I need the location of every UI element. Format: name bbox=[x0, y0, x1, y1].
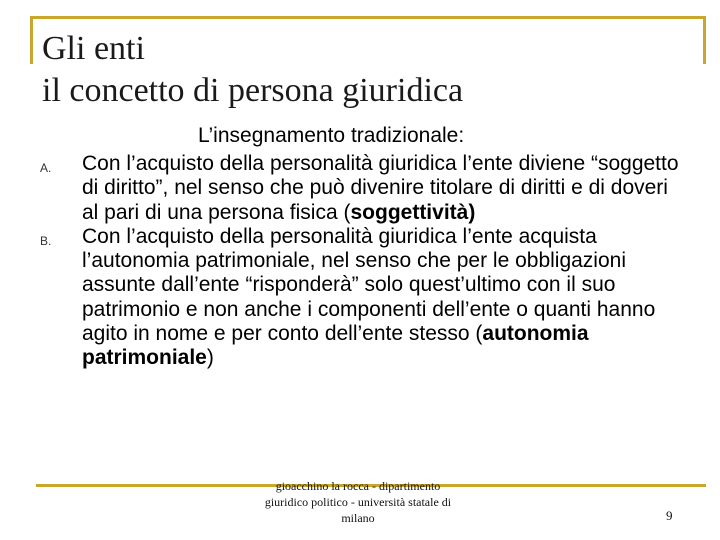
item-text-tail: ) bbox=[206, 346, 214, 370]
footer-text: gioacchino la rocca - dipartimento giuridico politico - università statale di milano bbox=[264, 479, 452, 525]
title-line-1: Gli enti bbox=[42, 30, 145, 67]
list-item-b bbox=[40, 225, 690, 371]
list-item-text bbox=[82, 152, 682, 225]
list-item-text bbox=[82, 225, 682, 371]
bullet-list bbox=[40, 152, 690, 371]
page-number: 9 bbox=[666, 508, 673, 523]
title-line-2: il concetto di persona giuridica bbox=[42, 72, 464, 109]
item-text-plain: Con l’acquisto della personalità giuridica l’ente diviene “soggetto di diritto”, nel senso che può divenire titolare di diritti e di doveri al pari di una persona fisica ( bbox=[82, 152, 679, 224]
list-item-a bbox=[40, 152, 690, 225]
slide-title bbox=[42, 28, 463, 112]
frame-left-line bbox=[30, 16, 33, 64]
item-text-plain: Con l’acquisto della personalità giuridica l’ente acquista l’autonomia patrimoniale, nel senso che per le obbligazioni assunte dall’ente “risponderà” solo quest’ultimo con il suo patrimonio e non anche i componenti dell’ente o quanti hanno agito in nome e per conto dell’ente stesso ( bbox=[82, 224, 656, 346]
frame-top-line bbox=[30, 16, 706, 19]
item-text-bold: autonomia patrimoniale bbox=[82, 322, 589, 370]
intro-text: L’insegnamento tradizionale: bbox=[198, 124, 465, 147]
item-text-bold: soggettività) bbox=[350, 200, 476, 224]
list-marker: B. bbox=[40, 233, 52, 248]
list-marker: A. bbox=[40, 161, 52, 175]
frame-right-line bbox=[703, 16, 706, 64]
